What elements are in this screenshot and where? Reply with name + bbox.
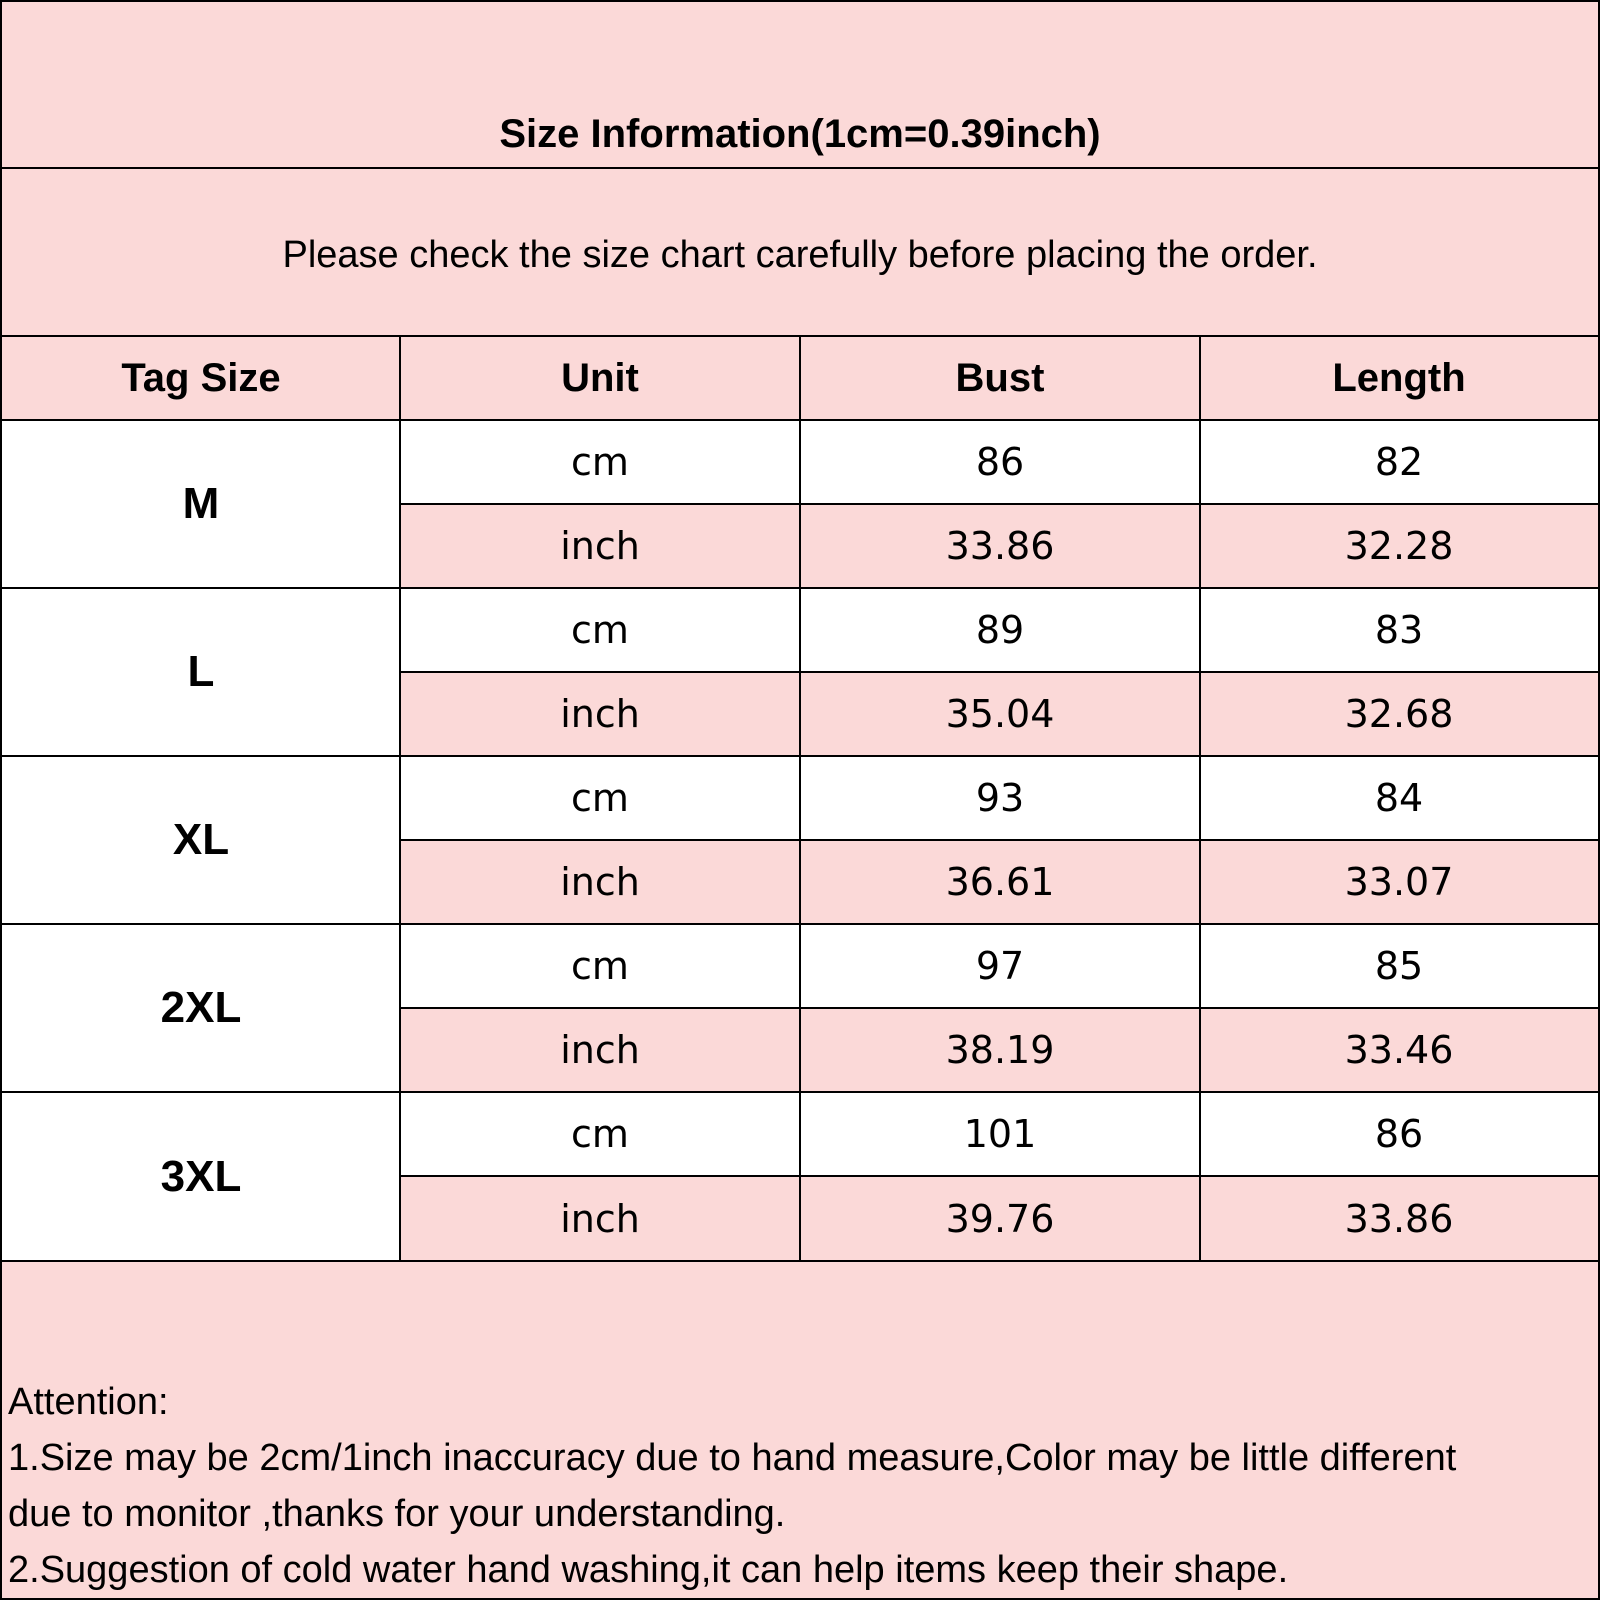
tag-size-cell: 3XL	[2, 1093, 400, 1262]
column-divider	[399, 337, 401, 1262]
tag-size-cell: XL	[2, 757, 400, 925]
unit-cell: inch	[400, 841, 800, 925]
column-divider	[1199, 337, 1201, 1262]
unit-cell: inch	[400, 1009, 800, 1093]
header-length: Length	[1200, 337, 1598, 421]
length-cell: 85	[1200, 925, 1598, 1009]
bust-cell: 93	[800, 757, 1200, 841]
unit-cell: cm	[400, 1093, 800, 1177]
length-cell: 86	[1200, 1093, 1598, 1177]
bust-cell: 97	[800, 925, 1200, 1009]
tag-size-cell: L	[2, 589, 400, 757]
bust-cell: 38.19	[800, 1009, 1200, 1093]
header-bust: Bust	[800, 337, 1200, 421]
bust-cell: 86	[800, 421, 1200, 505]
attention-note-1: 1.Size may be 2cm/1inch inaccuracy due to hand measure,Color may be little different	[8, 1437, 1457, 1479]
bust-cell: 35.04	[800, 673, 1200, 757]
unit-cell: cm	[400, 925, 800, 1009]
unit-cell: cm	[400, 421, 800, 505]
length-cell: 33.07	[1200, 841, 1598, 925]
subtitle-note: Please check the size chart carefully before placing the order.	[2, 169, 1598, 337]
length-cell: 84	[1200, 757, 1598, 841]
bust-cell: 39.76	[800, 1177, 1200, 1262]
tag-size-cell: 2XL	[2, 925, 400, 1093]
length-cell: 32.68	[1200, 673, 1598, 757]
unit-cell: inch	[400, 505, 800, 589]
attention-note-1-continued: due to monitor ,thanks for your understanding.	[8, 1493, 786, 1535]
length-cell: 83	[1200, 589, 1598, 673]
length-cell: 33.46	[1200, 1009, 1598, 1093]
attention-note-2: 2.Suggestion of cold water hand washing,it can help items keep their shape.	[8, 1549, 1289, 1591]
bust-cell: 33.86	[800, 505, 1200, 589]
tag-size-cell: M	[2, 421, 400, 589]
header-unit: Unit	[400, 337, 800, 421]
bust-cell: 36.61	[800, 841, 1200, 925]
column-divider	[799, 337, 801, 1262]
attention-heading: Attention:	[8, 1381, 169, 1423]
unit-cell: inch	[400, 1177, 800, 1262]
unit-cell: inch	[400, 673, 800, 757]
length-cell: 32.28	[1200, 505, 1598, 589]
page-title: Size Information(1cm=0.39inch)	[2, 2, 1598, 169]
bust-cell: 89	[800, 589, 1200, 673]
attention-notes	[2, 1262, 1598, 1598]
header-tag-size: Tag Size	[2, 337, 400, 421]
length-cell: 82	[1200, 421, 1598, 505]
unit-cell: cm	[400, 589, 800, 673]
length-cell: 33.86	[1200, 1177, 1598, 1262]
unit-cell: cm	[400, 757, 800, 841]
bust-cell: 101	[800, 1093, 1200, 1177]
